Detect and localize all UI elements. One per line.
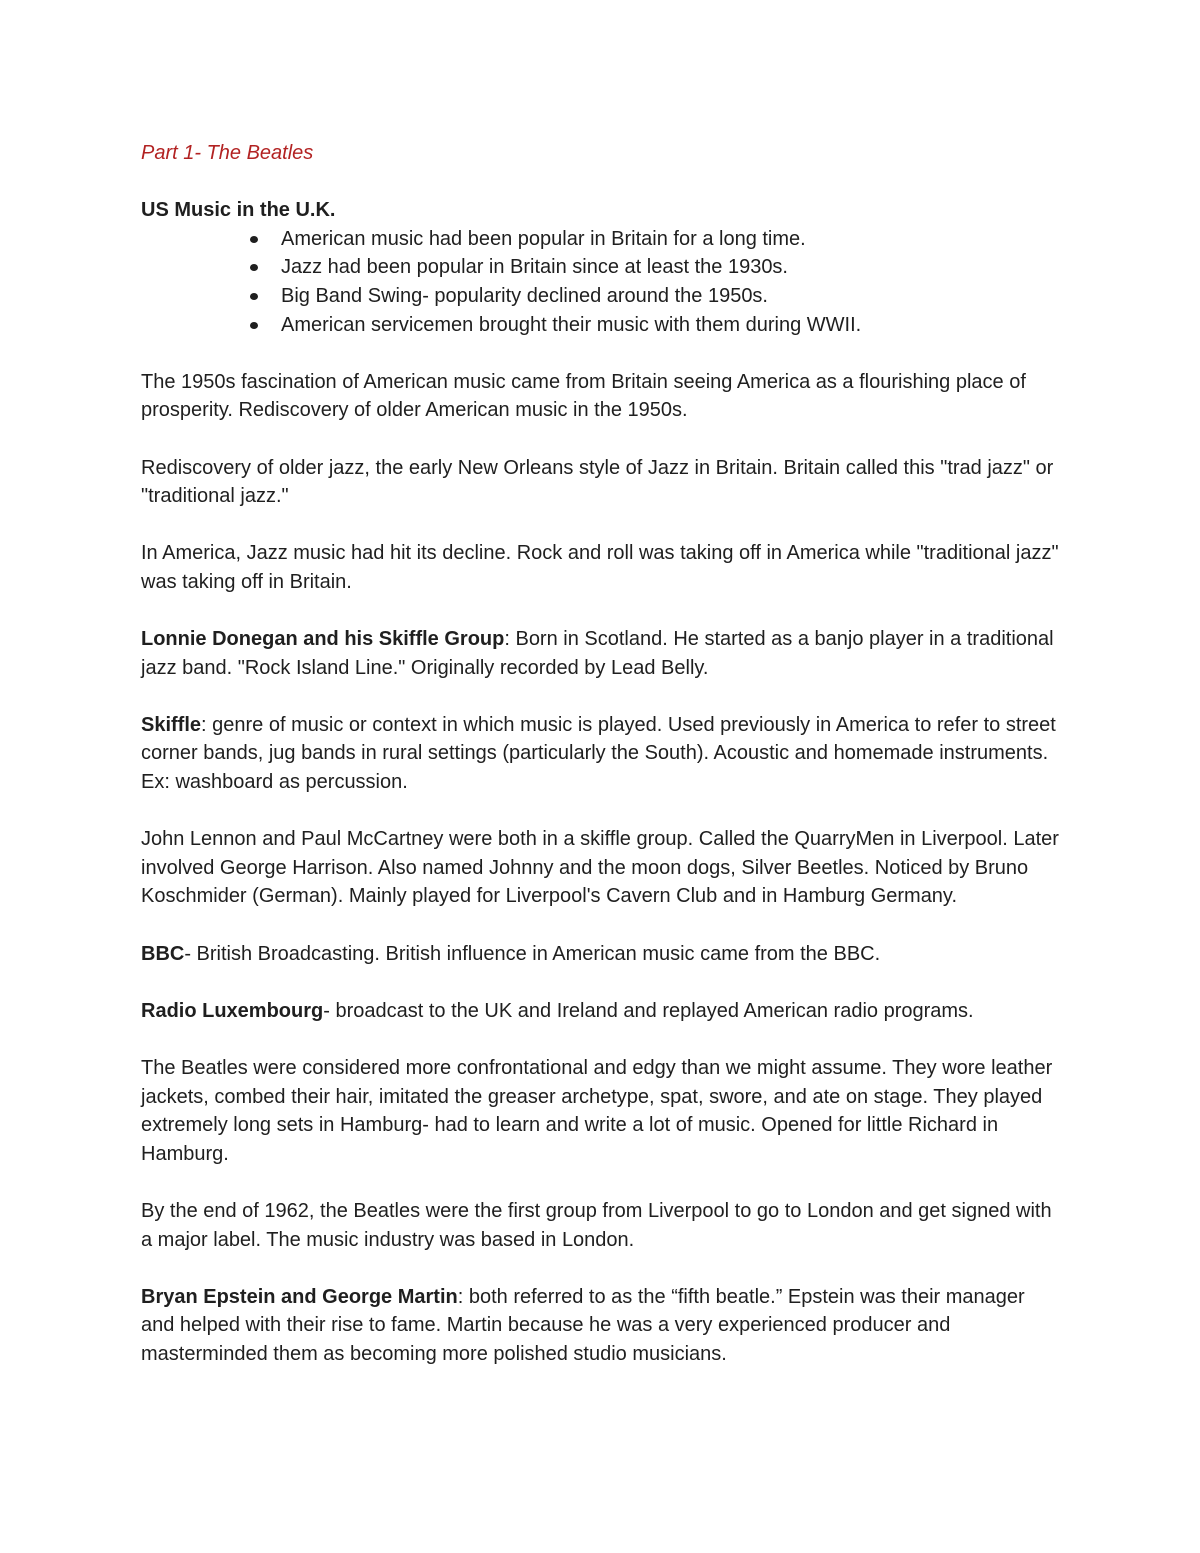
paragraph-trad-jazz: Rediscovery of older jazz, the early New Orleans style of Jazz in Britain. Britain called this "trad jazz" or "traditional jazz." [141,456,1054,508]
bullet-icon [250,264,258,271]
list-item-text: Jazz had been popular in Britain since at least the 1930s. [281,256,788,279]
term-radio-luxembourg: Radio Luxembourg [141,999,324,1022]
term-lonnie-donegan: Lonnie Donegan and his Skiffle Group [141,628,505,651]
definition-radio-luxembourg: - broadcast to the UK and Ireland and replayed American radio programs. [323,999,974,1022]
paragraph-fascination: The 1950s fascination of American music came from Britain seeing America as a flourishing place of prosperity. Rediscovery of older American music in the 1950s. [141,370,1026,422]
list-item [281,225,1061,254]
document-page [141,139,1061,1397]
paragraph-jazz-decline: In America, Jazz music had hit its decline. Rock and roll was taking off in America while "traditional jazz" was taking off in Britain. [141,542,1059,593]
list-item [281,311,1061,340]
paragraph-fifth-beatle [141,1283,1061,1369]
paragraph-lonnie-donegan [141,625,1061,682]
paragraph-edgy-beatles: The Beatles were considered more confrontational and edgy than we might assume. They wore leather jackets, combed their hair, imitated the greaser archetype, spat, swore, and ate on stage. They played extremely long sets in Hamburg- had to learn and write a lot of music. Opened for little Richard in Hamburg. [141,1057,1053,1165]
bullet-icon [250,236,258,243]
list-item [281,253,1061,282]
definition-bbc: - British Broadcasting. British influence in American music came from the BBC. [184,942,881,965]
list-item-text: American music had been popular in Britain for a long time. [281,227,806,250]
list-item-text: American servicemen brought their music with them during WWII. [281,313,862,336]
paragraph-bbc [141,940,1061,969]
paragraph-skiffle [141,711,1061,797]
definition-fifth-beatle: : both referred to as the “fifth beatle.” Epstein was their manager and helped with their rise to fame. Martin because he was a very experienced producer and masterminded them as becoming more polished studio musicians. [141,1285,1025,1365]
term-bbc: BBC [141,942,185,965]
paragraph-quarrymen: John Lennon and Paul McCartney were both in a skiffle group. Called the QuarryMen in Liverpool. Later involved George Harrison. Also named Johnny and the moon dogs, Silver Beetles. Noticed by Bruno Koschmider (German). Mainly played for Liverpool's Cavern Club and in Hamburg Germany. [141,828,1059,908]
part-title: Part 1- The Beatles [141,142,314,164]
list-item [281,282,1061,311]
term-skiffle: Skiffle [141,713,202,736]
list-item-text: Big Band Swing- popularity declined around the 1950s. [281,284,768,307]
paragraph-radio-luxembourg [141,997,1061,1026]
term-fifth-beatle: Bryan Epstein and George Martin [141,1285,458,1308]
paragraph-1962: By the end of 1962, the Beatles were the first group from Liverpool to go to London and get signed with a major label. The music industry was based in London. [141,1199,1052,1251]
definition-lonnie-donegan: : Born in Scotland. He started as a banjo player in a traditional jazz band. "Rock Island Line." Originally recorded by Lead Belly. [141,628,1054,679]
bullet-icon [250,293,258,300]
bullet-icon [250,322,258,329]
section-heading: US Music in the U.K. [141,199,336,222]
definition-skiffle: : genre of music or context in which music is played. Used previously in America to refer to street corner bands, jug bands in rural settings (particularly the South). Acoustic and homemade instruments. Ex: washboard as percussion. [141,713,1056,794]
bullet-list [141,225,1061,339]
